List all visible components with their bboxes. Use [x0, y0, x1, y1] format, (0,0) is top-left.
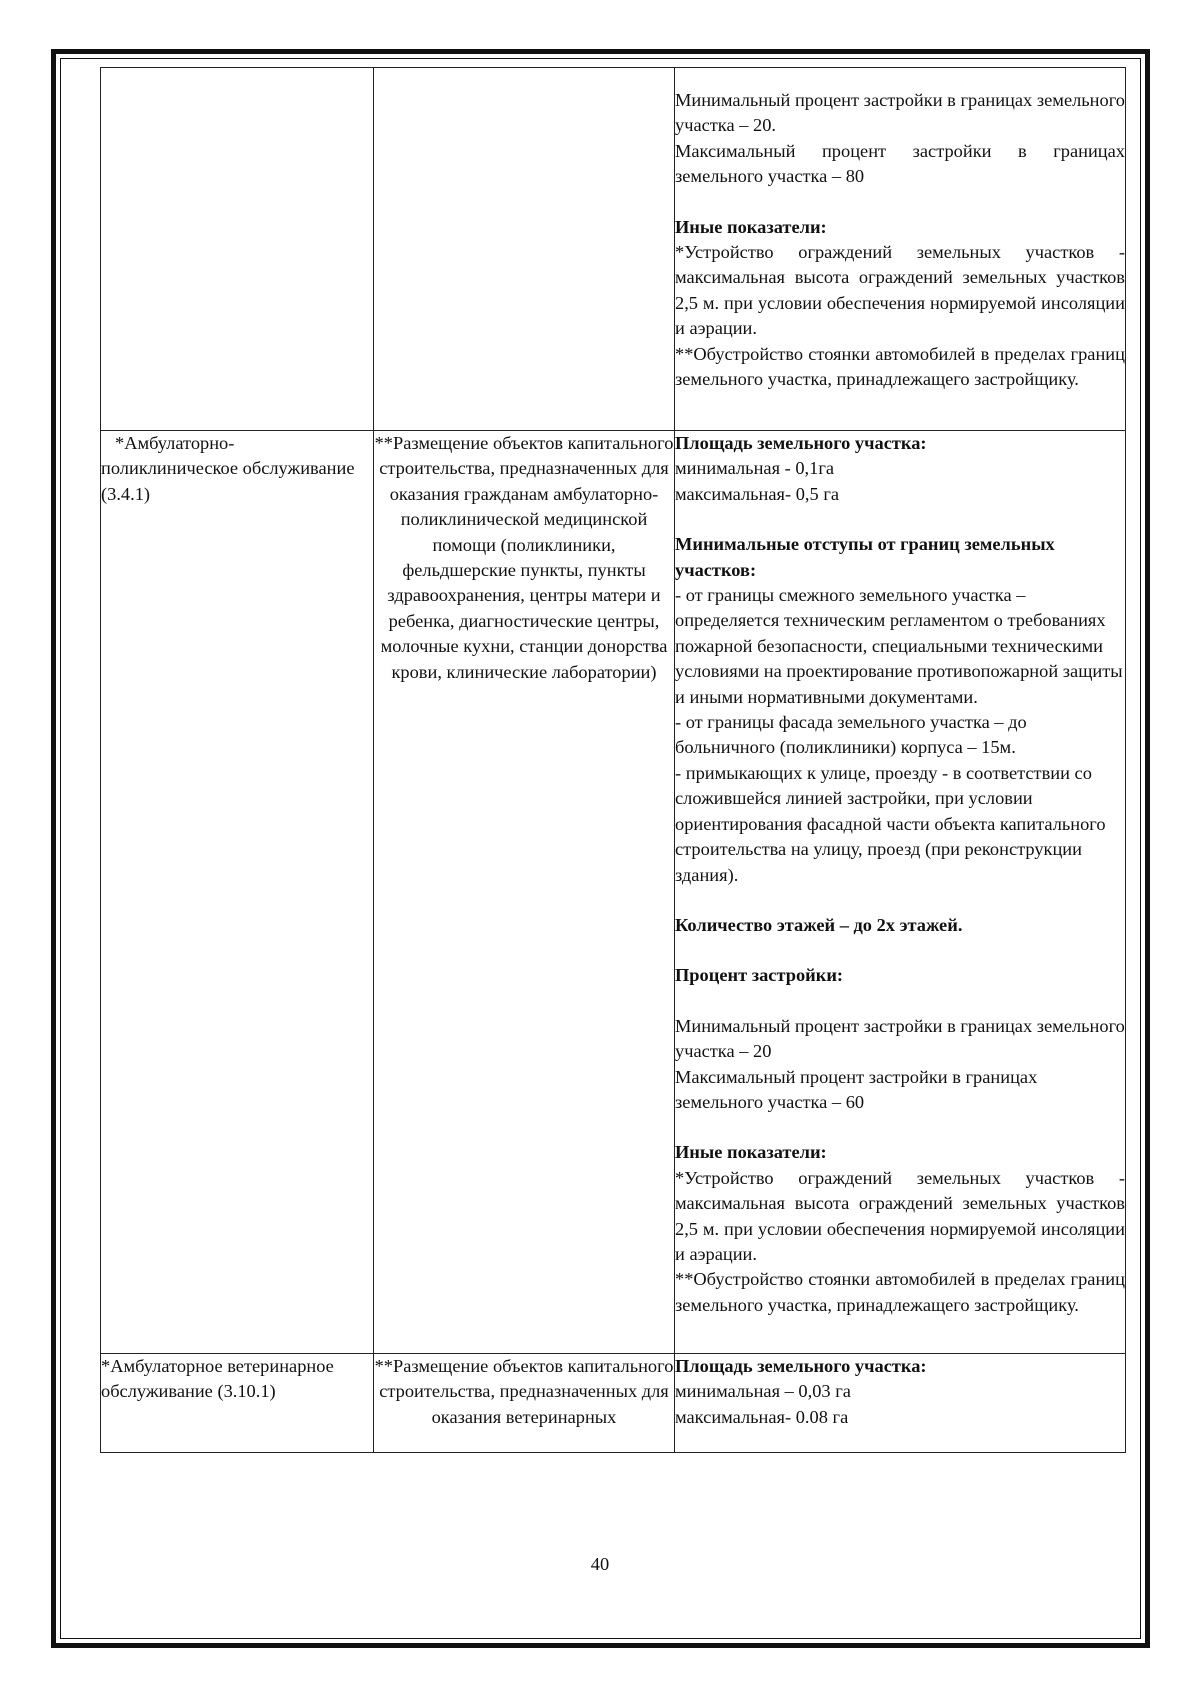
plot-area-heading: Площадь земельного участка:: [675, 433, 927, 453]
build-percent-heading: Процент застройки:: [675, 965, 844, 986]
row1-params-cell: [675, 431, 1126, 1354]
setback-facade: - от границы фасада земельного участка – до больничного (поликлиники) корпуса – 15м.: [675, 712, 1027, 758]
row1-use-type-cell: [101, 431, 374, 1354]
page-number: 40: [590, 1554, 610, 1574]
floors-limit: Количество этажей – до 2х этажей.: [675, 914, 963, 935]
max-build-percent: Максимальный процент застройки в границах земельного участка – 80: [675, 140, 1125, 187]
setbacks-heading: Минимальные отступы от границ земельных участков:: [675, 534, 1055, 580]
table-row: [101, 1354, 1126, 1453]
use-type-name: *Амбулаторное ветеринарное обслуживание (3.10.1): [101, 1356, 334, 1402]
use-type-name-rest: поликлиническое обслуживание (3.4.1): [101, 458, 355, 504]
setback-adjacent: - от границы смежного земельного участка – определяется техническим регламентом о требованиях пожарной безопасности, специальными техническими условиями на проектирование противопожарной защиты и иными нормативными документами.: [675, 585, 1123, 707]
table-row: [101, 68, 1126, 431]
setback-street: - примыкающих к улице, проезду - в соответствии со сложившейся линией застройки, при условии ориентирования фасадной части объекта капитального строительства на улицу, проезд (при реконструкции здания).: [675, 762, 1106, 885]
fence-requirement: *Устройство ограждений земельных участков - максимальная высота ограждений земельных участков 2,5 м. при условии обеспечения нормируемой инсоляции и аэрации.: [675, 1167, 1125, 1264]
regulations-table: [100, 67, 1126, 1453]
row0-col1-cell: [101, 68, 374, 431]
fence-requirement: *Устройство ограждений земельных участков - максимальная высота ограждений земельных участков 2,5 м. при условии обеспечения нормируемой инсоляции и аэрации.: [675, 242, 1125, 339]
use-type-description: **Размещение объектов капитального строительства, предназначенных для оказания гражданам амбулаторно-поликлинической медицинской помощи (поликлиники, фельдшерские пункты, пункты здравоохранения, центры матери и ребенка, диагностические центры, молочные кухни, станции донорства крови, клинические лаборатории): [374, 433, 674, 682]
row1-description-cell: [374, 431, 675, 1354]
row2-use-type-cell: [101, 1354, 374, 1453]
plot-area-max: максимальная- 0.08 га: [675, 1406, 849, 1427]
use-type-name-line1: *Амбулаторно-: [115, 433, 235, 453]
min-build-percent: Минимальный процент застройки в границах земельного участка – 20: [675, 1015, 1125, 1062]
table-row: [101, 431, 1126, 1354]
parking-requirement: **Обустройство стоянки автомобилей в пределах границ земельного участка, принадлежащего застройщику.: [675, 1269, 1125, 1315]
row2-params-cell: [675, 1354, 1126, 1453]
plot-area-max: максимальная- 0,5 га: [675, 483, 840, 504]
row0-params-cell: [675, 68, 1126, 431]
max-build-percent: Максимальный процент застройки в границах земельного участка – 60: [675, 1066, 1038, 1112]
parking-requirement: **Обустройство стоянки автомобилей в пределах границ земельного участка, принадлежащего застройщику.: [675, 343, 1125, 390]
row0-col2-cell: [374, 68, 675, 431]
plot-area-heading: Площадь земельного участка:: [675, 1356, 927, 1376]
min-build-percent: Минимальный процент застройки в границах земельного участка – 20.: [675, 90, 1125, 136]
plot-area-min: минимальная - 0,1га: [675, 458, 835, 479]
other-indicators-heading: Иные показатели:: [675, 216, 827, 237]
row2-description-cell: [374, 1354, 675, 1453]
plot-area-min: минимальная – 0,03 га: [675, 1381, 851, 1402]
other-indicators-heading: Иные показатели:: [675, 1142, 827, 1163]
use-type-description: **Размещение объектов капитального строительства, предназначенных для оказания ветеринарных: [374, 1356, 674, 1427]
